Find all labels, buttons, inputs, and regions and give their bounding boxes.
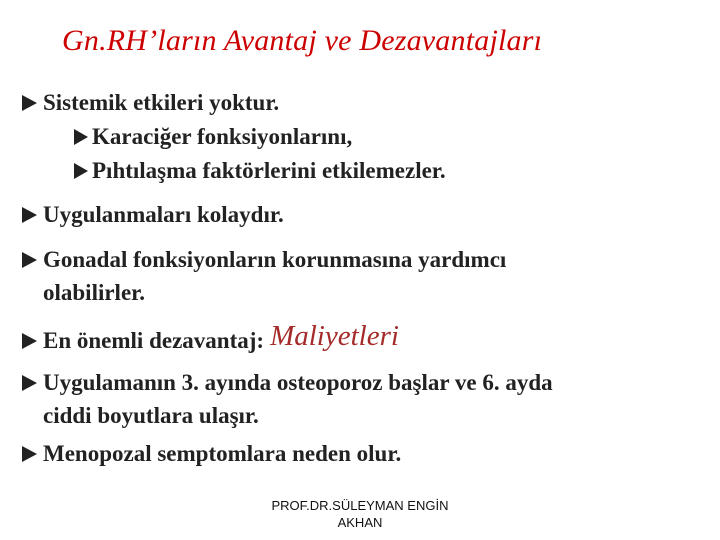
bullet-text-line2: ciddi boyutlara ulaşır. xyxy=(43,403,259,428)
arrow-bullet-icon xyxy=(74,163,88,179)
bullet-text: Pıhtılaşma faktörlerini etkilemezler. xyxy=(92,158,446,183)
subbullet-pihtilasma xyxy=(74,154,446,187)
arrow-bullet-icon xyxy=(22,95,37,111)
bullet-dezavantaj xyxy=(22,320,399,357)
accent-maliyetleri: Maliyetleri xyxy=(270,320,399,352)
bullet-text-block xyxy=(43,366,553,432)
bullet-text: Menopozal semptomlara neden olur. xyxy=(43,441,402,466)
slide-title: Gn.RH’ların Avantaj ve Dezavantajları xyxy=(62,24,543,57)
arrow-bullet-icon xyxy=(22,333,37,349)
bullet-text-line1: Uygulamanın 3. ayında osteoporoz başlar ve 6. ayda xyxy=(43,370,553,395)
arrow-bullet-icon xyxy=(22,207,37,223)
bullet-text: Uygulanmaları kolaydır. xyxy=(43,202,284,227)
bullet-uygulanmalari xyxy=(22,198,284,231)
bullet-sistemik xyxy=(22,86,279,119)
bullet-text: Karaciğer fonksiyonlarını, xyxy=(92,124,353,149)
bullet-text: Sistemik etkileri yoktur. xyxy=(43,90,280,115)
bullet-menopozal xyxy=(22,437,401,470)
subbullet-karaciger xyxy=(74,120,352,153)
bullet-text: En önemli dezavantaj: xyxy=(43,328,265,353)
footer-author xyxy=(240,497,480,531)
arrow-bullet-icon xyxy=(22,446,37,462)
footer-line1: PROF.DR.SÜLEYMAN ENGİN xyxy=(271,498,449,513)
footer-line2: AKHAN xyxy=(337,515,383,530)
bullet-text-line2: olabilirler. xyxy=(43,280,146,305)
arrow-bullet-icon xyxy=(22,375,37,391)
bullet-osteoporoz xyxy=(22,366,553,432)
arrow-bullet-icon xyxy=(74,129,88,145)
arrow-bullet-icon xyxy=(22,252,37,268)
bullet-text-line1: Gonadal fonksiyonların korunmasına yardımcı xyxy=(43,247,507,272)
bullet-text-block xyxy=(43,243,506,309)
bullet-gonadal xyxy=(22,243,506,309)
